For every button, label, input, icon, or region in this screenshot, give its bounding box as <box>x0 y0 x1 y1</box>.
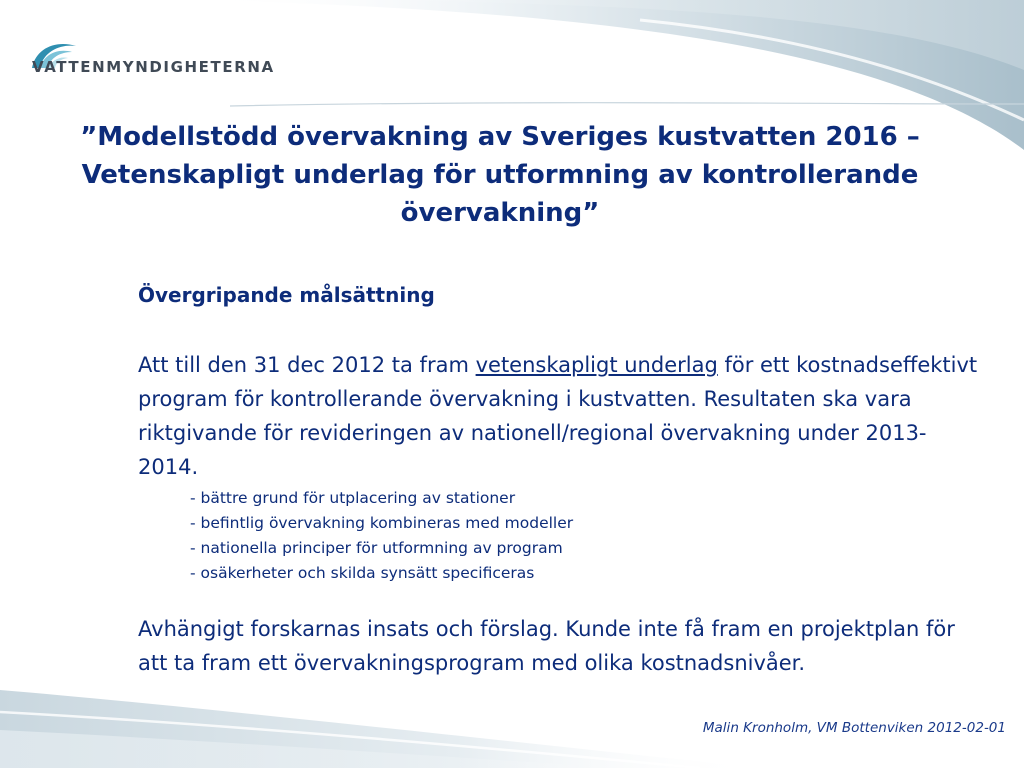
goal-text-end: för ett kostnadseffektivt program för kontrollerande övervakning i kustvatten. Resultaten ska vara riktgivande för revideringen av nationell/regional övervakning under 2013-2014. <box>138 353 978 479</box>
underlined-term: vetenskapligt underlag <box>475 353 718 377</box>
vattenmyndigheterna-logo <box>28 38 275 98</box>
bullet-item: - bättre grund för utplacering av stationer <box>190 489 516 507</box>
goal-text-start: Att till den 31 dec 2012 ta fram <box>138 353 476 377</box>
bullet-item: - befintlig övervakning kombineras med modeller <box>190 514 574 532</box>
goal-bullet-list <box>190 486 978 586</box>
slide-footer: Malin Kronholm, VM Bottenviken 2012-02-01 <box>702 720 1006 736</box>
goal-paragraph <box>138 348 978 484</box>
bullet-item: - osäkerheter och skilda synsätt specificeras <box>190 564 535 582</box>
dependency-paragraph: Avhängigt forskarnas insats och förslag. Kunde inte få fram en projektplan för att ta fram ett övervakningsprogram med olika kostnadsnivåer. <box>138 617 955 675</box>
slide-title: ”Modellstödd övervakning av Sveriges kustvatten 2016 – Vetenskapligt underlag för utformning av kontrollerande övervakning” <box>80 122 920 228</box>
slide-content <box>138 280 978 680</box>
section-heading: Övergripande målsättning <box>138 283 435 307</box>
header-line <box>230 103 1024 106</box>
logo-wordmark: VATTENMYNDIGHETERNA <box>32 58 275 76</box>
bullet-item: - nationella principer för utformning av program <box>190 539 563 557</box>
